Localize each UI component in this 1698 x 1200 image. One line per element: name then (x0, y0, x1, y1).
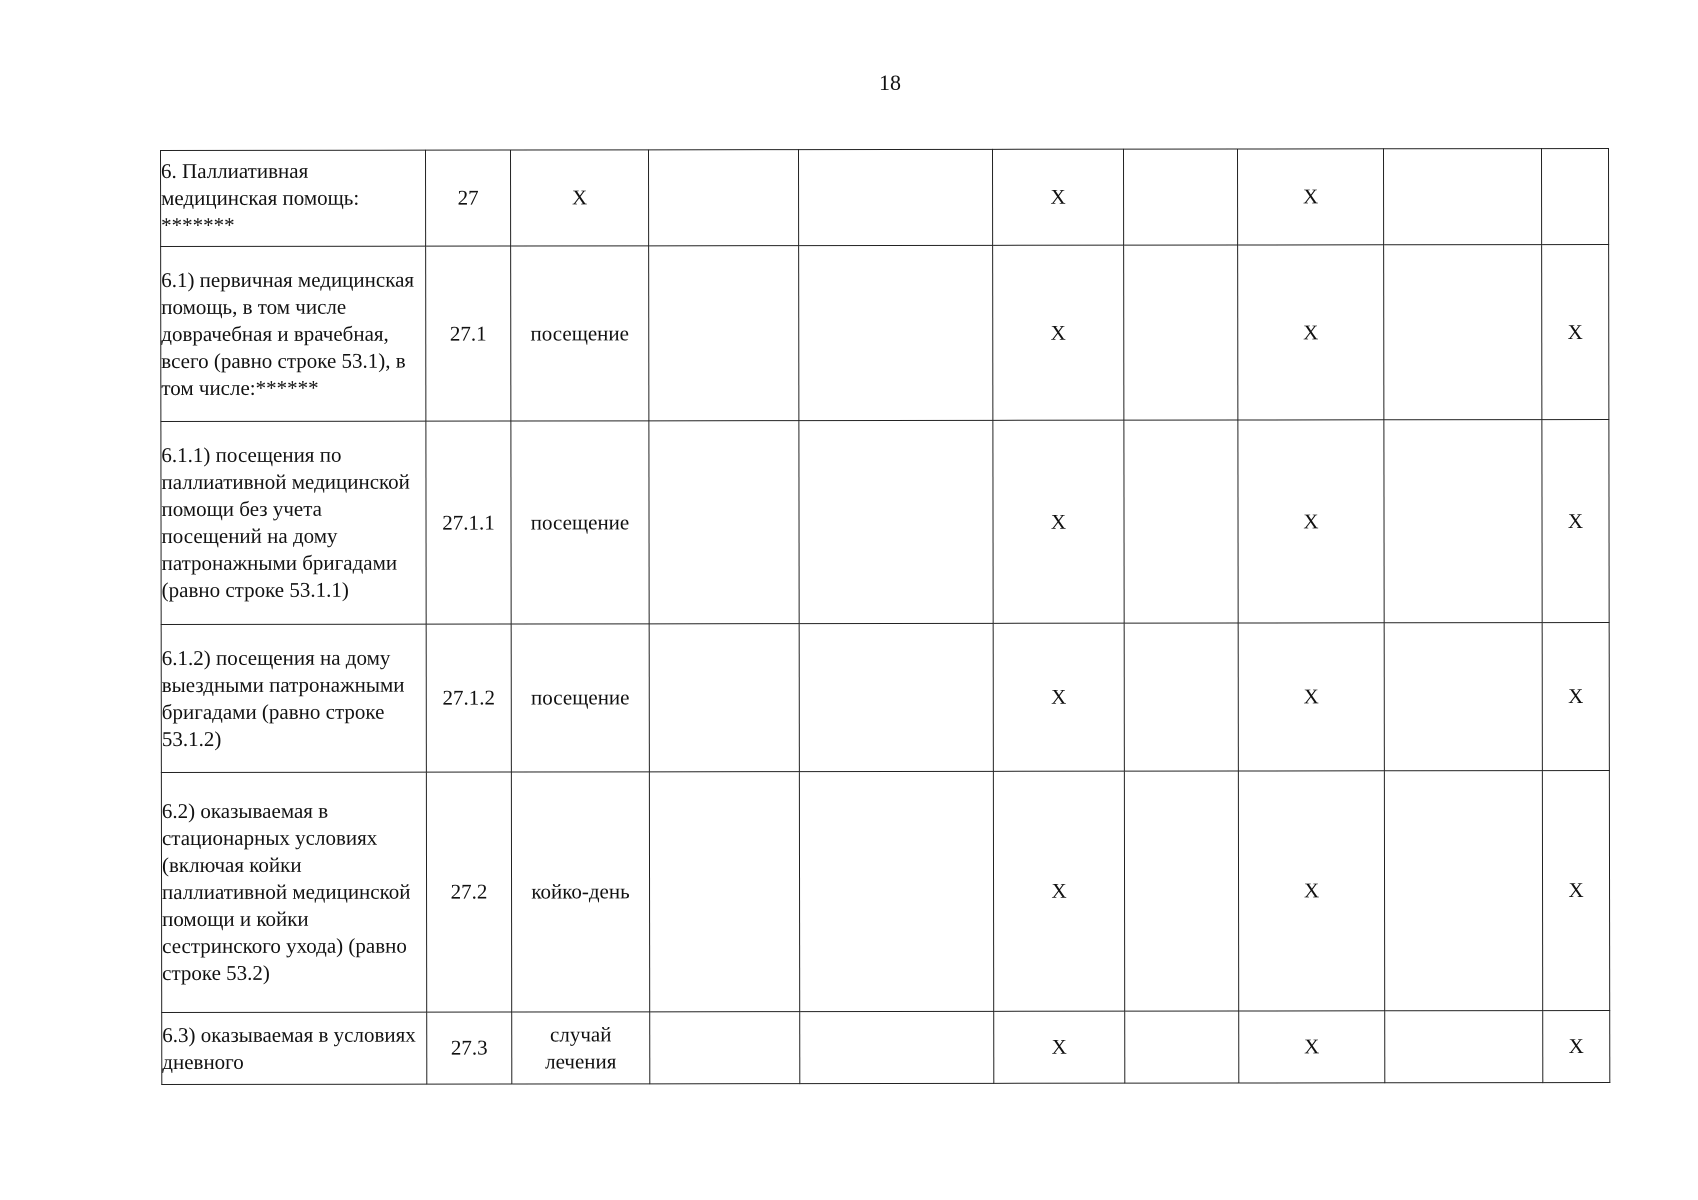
value-cell (1385, 1011, 1543, 1083)
row-name-cell: 6. Паллиативная медицинская помощь: ******* (161, 150, 426, 246)
value-cell (1124, 623, 1238, 771)
table-body (161, 148, 1610, 1084)
table-row (161, 419, 1609, 624)
value-cell: X (1542, 770, 1609, 1010)
row-code-cell: 27.3 (427, 1012, 512, 1084)
table-row (161, 148, 1609, 246)
value-cell: X (993, 771, 1124, 1011)
table-row (161, 622, 1609, 772)
value-cell: X (1237, 149, 1383, 245)
page-number: 18 (879, 70, 901, 95)
value-cell (799, 420, 993, 623)
value-cell: X (993, 245, 1124, 420)
value-cell (649, 421, 799, 624)
table-row (162, 1010, 1610, 1084)
value-cell: X (1542, 622, 1609, 770)
value-cell (649, 246, 799, 421)
value-cell (800, 1011, 994, 1083)
row-name-cell: 6.2) оказываемая в стационарных условиях (включая койки паллиативной медицинской помощи и койки сестринского ухода) (равно строке 53.2) (161, 772, 426, 1012)
value-cell (1541, 148, 1608, 244)
value-cell (799, 623, 993, 771)
value-cell (649, 772, 799, 1012)
value-cell (1384, 245, 1542, 420)
row-code-cell: 27.2 (426, 772, 511, 1012)
row-code-cell: 27.1 (426, 246, 511, 421)
value-cell (1384, 420, 1542, 623)
value-cell (1384, 623, 1542, 771)
value-cell (799, 149, 993, 245)
value-cell: X (1238, 771, 1384, 1011)
value-cell (649, 624, 799, 772)
value-cell (1384, 771, 1542, 1011)
value-cell (799, 245, 993, 420)
value-cell: X (1238, 245, 1384, 420)
row-unit-cell: койко-день (511, 772, 649, 1012)
row-code-cell: 27.1.2 (426, 624, 511, 772)
table-row (161, 770, 1609, 1012)
value-cell (1124, 420, 1238, 623)
row-name-cell: 6.3) оказываемая в условиях дневного (162, 1012, 427, 1084)
value-cell (1124, 771, 1238, 1011)
value-cell: X (993, 420, 1124, 623)
row-name-cell: 6.1.1) посещения по паллиативной медицинской помощи без учета посещений на дому патронажными бригадами (равно строке 53.1.1) (161, 421, 426, 624)
row-name-cell: 6.1.2) посещения на дому выездными патронажными бригадами (равно строке 53.1.2) (161, 624, 426, 772)
value-cell (1125, 1011, 1239, 1083)
value-cell: X (1239, 1011, 1385, 1083)
value-cell: X (994, 1011, 1125, 1083)
value-cell: X (1238, 623, 1384, 771)
table-row (161, 244, 1609, 421)
data-table (160, 148, 1610, 1085)
value-cell (1124, 245, 1238, 420)
value-cell (799, 771, 993, 1011)
row-code-cell: 27 (426, 150, 511, 246)
row-unit-cell: посещение (511, 421, 649, 624)
value-cell: X (1542, 244, 1609, 419)
value-cell (650, 1012, 800, 1084)
value-cell (1383, 149, 1541, 245)
value-cell: X (1542, 419, 1609, 622)
value-cell (1123, 149, 1237, 245)
row-unit-cell: посещение (511, 624, 649, 772)
row-unit-cell: X (511, 150, 649, 246)
value-cell: X (993, 623, 1124, 771)
row-unit-cell: посещение (511, 246, 649, 421)
value-cell: X (992, 149, 1123, 245)
row-code-cell: 27.1.1 (426, 421, 511, 624)
value-cell (649, 150, 799, 246)
row-name-cell: 6.1) первичная медицинская помощь, в том числе доврачебная и врачебная, всего (равно строке 53.1), в том числе:****** (161, 246, 426, 421)
value-cell: X (1543, 1010, 1610, 1082)
row-unit-cell: случай лечения (512, 1012, 650, 1084)
value-cell: X (1238, 420, 1384, 623)
